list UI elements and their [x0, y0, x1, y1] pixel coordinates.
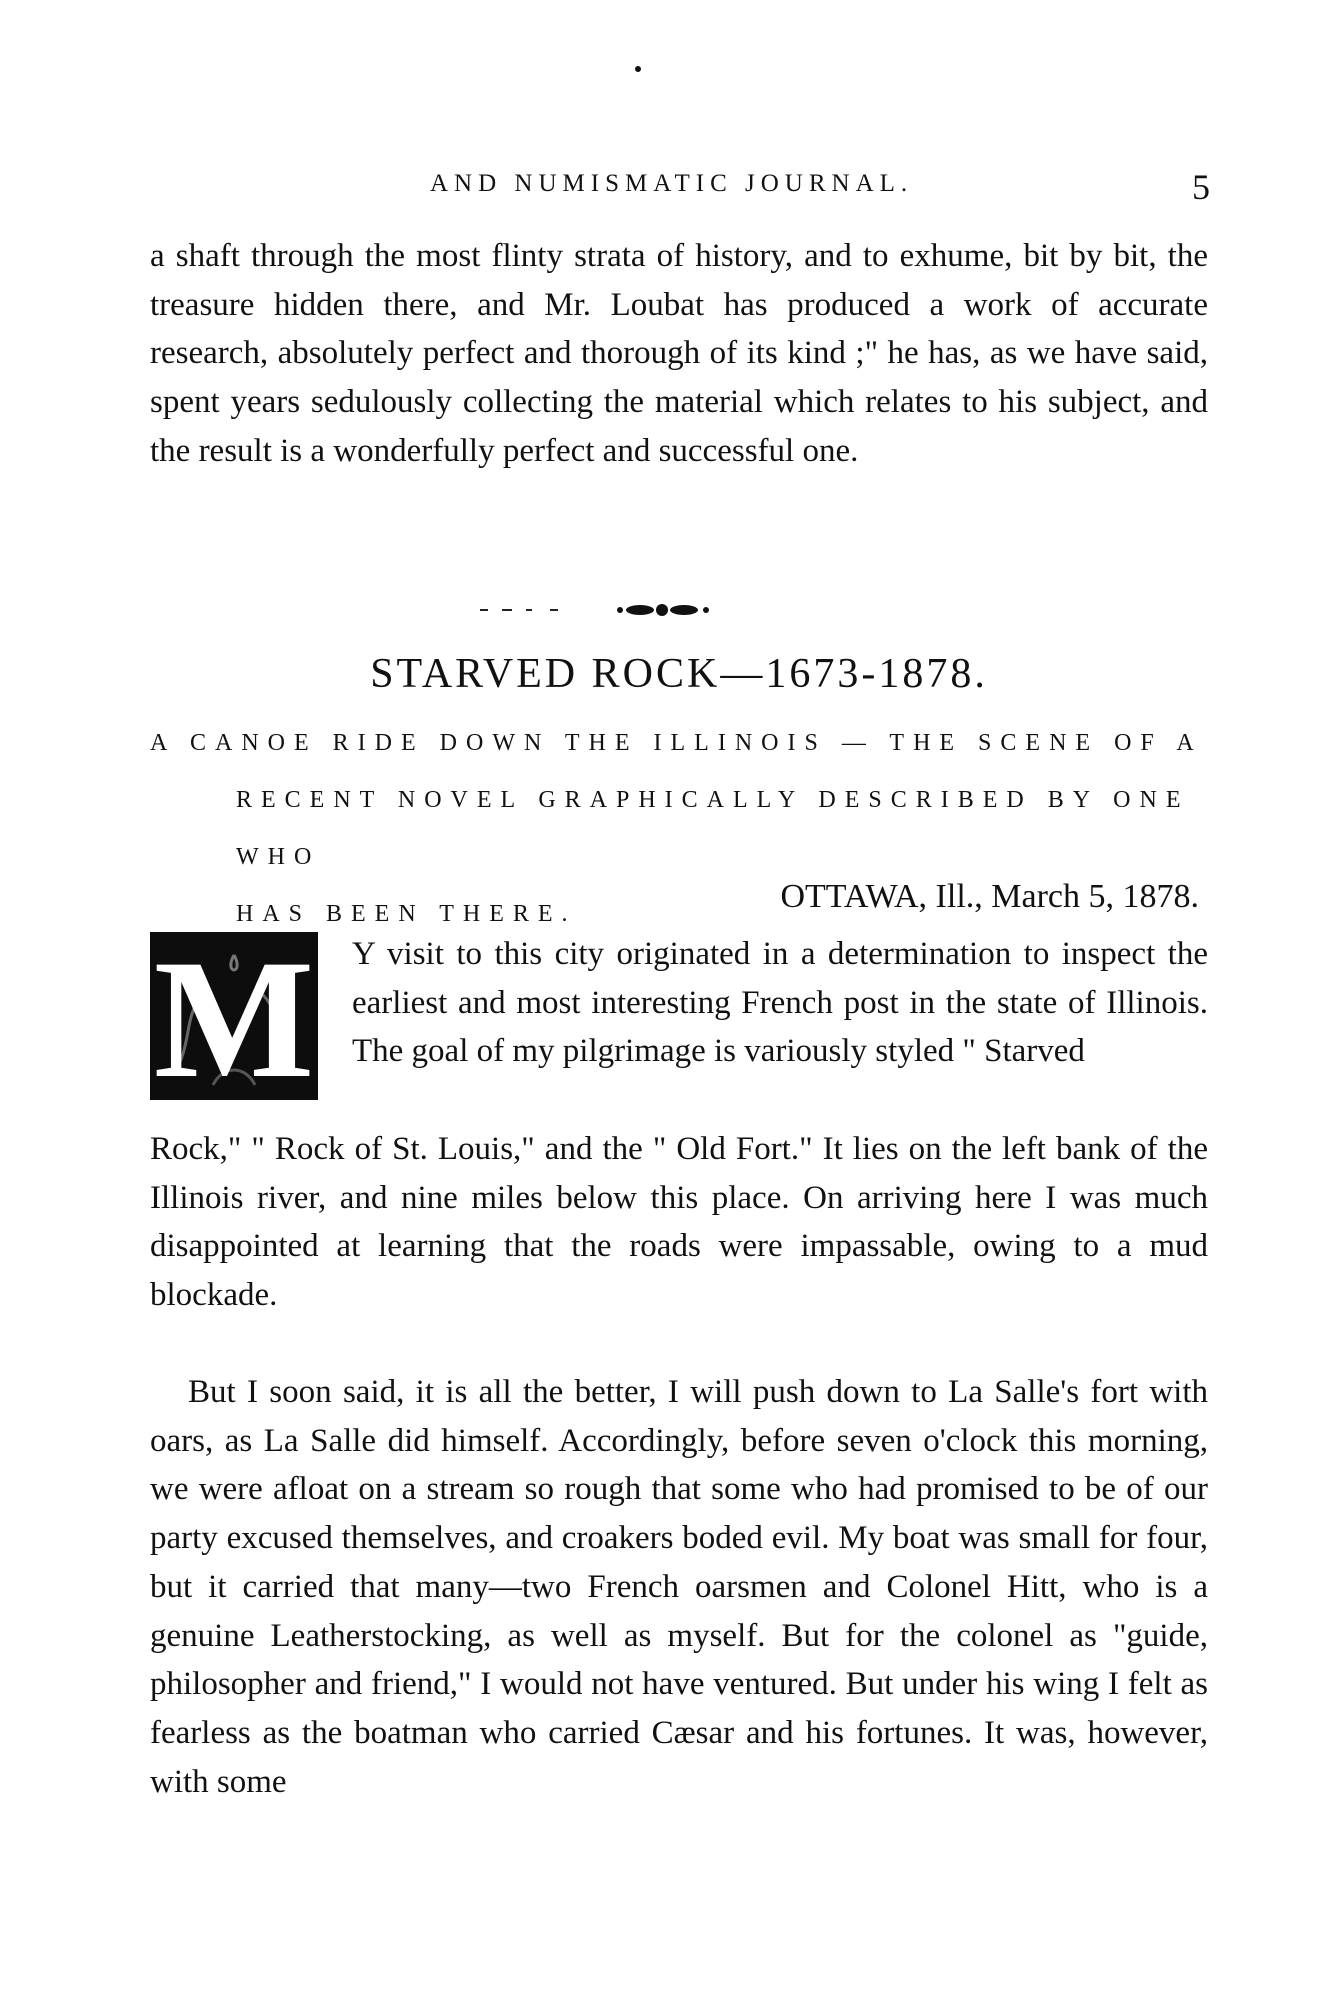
drop-cap-illustration — [150, 925, 318, 1113]
paragraph-1: a shaft through the most flinty strata of history, and to exhume, bit by bit, the treasure hidden there, and Mr. Loubat has produced a work of accurate research, absolutely perfect and thorough of its kind ;" he has, as we have said, spent years sedulously collecting the material which relates to his subject, and the result is a wonderfully perfect and successful one. — [150, 238, 1208, 469]
article-title: STARVED ROCK—1673-1878. — [370, 651, 988, 697]
paragraph-2-continued: Rock," " Rock of St. Louis," and the " Old Fort." It lies on the left bank of the Illinois river, and nine miles below this place. On arriving here I was much disappointed at learning that the roads were impassable, owing to a mud blockade. — [150, 1131, 1208, 1314]
paragraph-2-opening: Y visit to this city originated in a determination to inspect the earliest and most interesting French post in the state of Illinois. The goal of my pilgrimage is variously styled " Starved — [352, 936, 1208, 1070]
subtitle-line-3: HAS BEEN THERE. — [236, 901, 577, 927]
drop-cap-letter: M — [153, 925, 315, 1113]
running-title: AND NUMISMATIC JOURNAL. — [430, 170, 914, 197]
ornament-divider — [480, 598, 780, 622]
paragraph-3: But I soon said, it is all the better, I will push down to La Salle's fort with oars, as La Salle did himself. Accordingly, before seven o'clock this morning, we were afloat on a stream so rough that some who had promised to be of our party excused themselves, and croakers boded evil. My boat was small for four, but it carried that many—two French oarsmen and Colonel Hitt, who is a genuine Leatherstocking, as well as myself. But for the colonel as "guide, philosopher and friend," I would not have ventured. But under his wing I felt as fearless as the boatman who carried Cæsar and his fortunes. It was, however, with some — [150, 1374, 1208, 1800]
page-number: 5 — [1192, 167, 1210, 207]
ink-dot — [635, 66, 641, 72]
dateline: OTTAWA, Ill., March 5, 1878. — [780, 878, 1199, 915]
subtitle-line-2: RECENT NOVEL GRAPHICALLY DESCRIBED BY ONE WHO — [236, 787, 1190, 870]
subtitle-line-1: A CANOE RIDE DOWN THE ILLINOIS — THE SCENE OF A — [150, 730, 1203, 756]
running-head — [150, 166, 1210, 210]
